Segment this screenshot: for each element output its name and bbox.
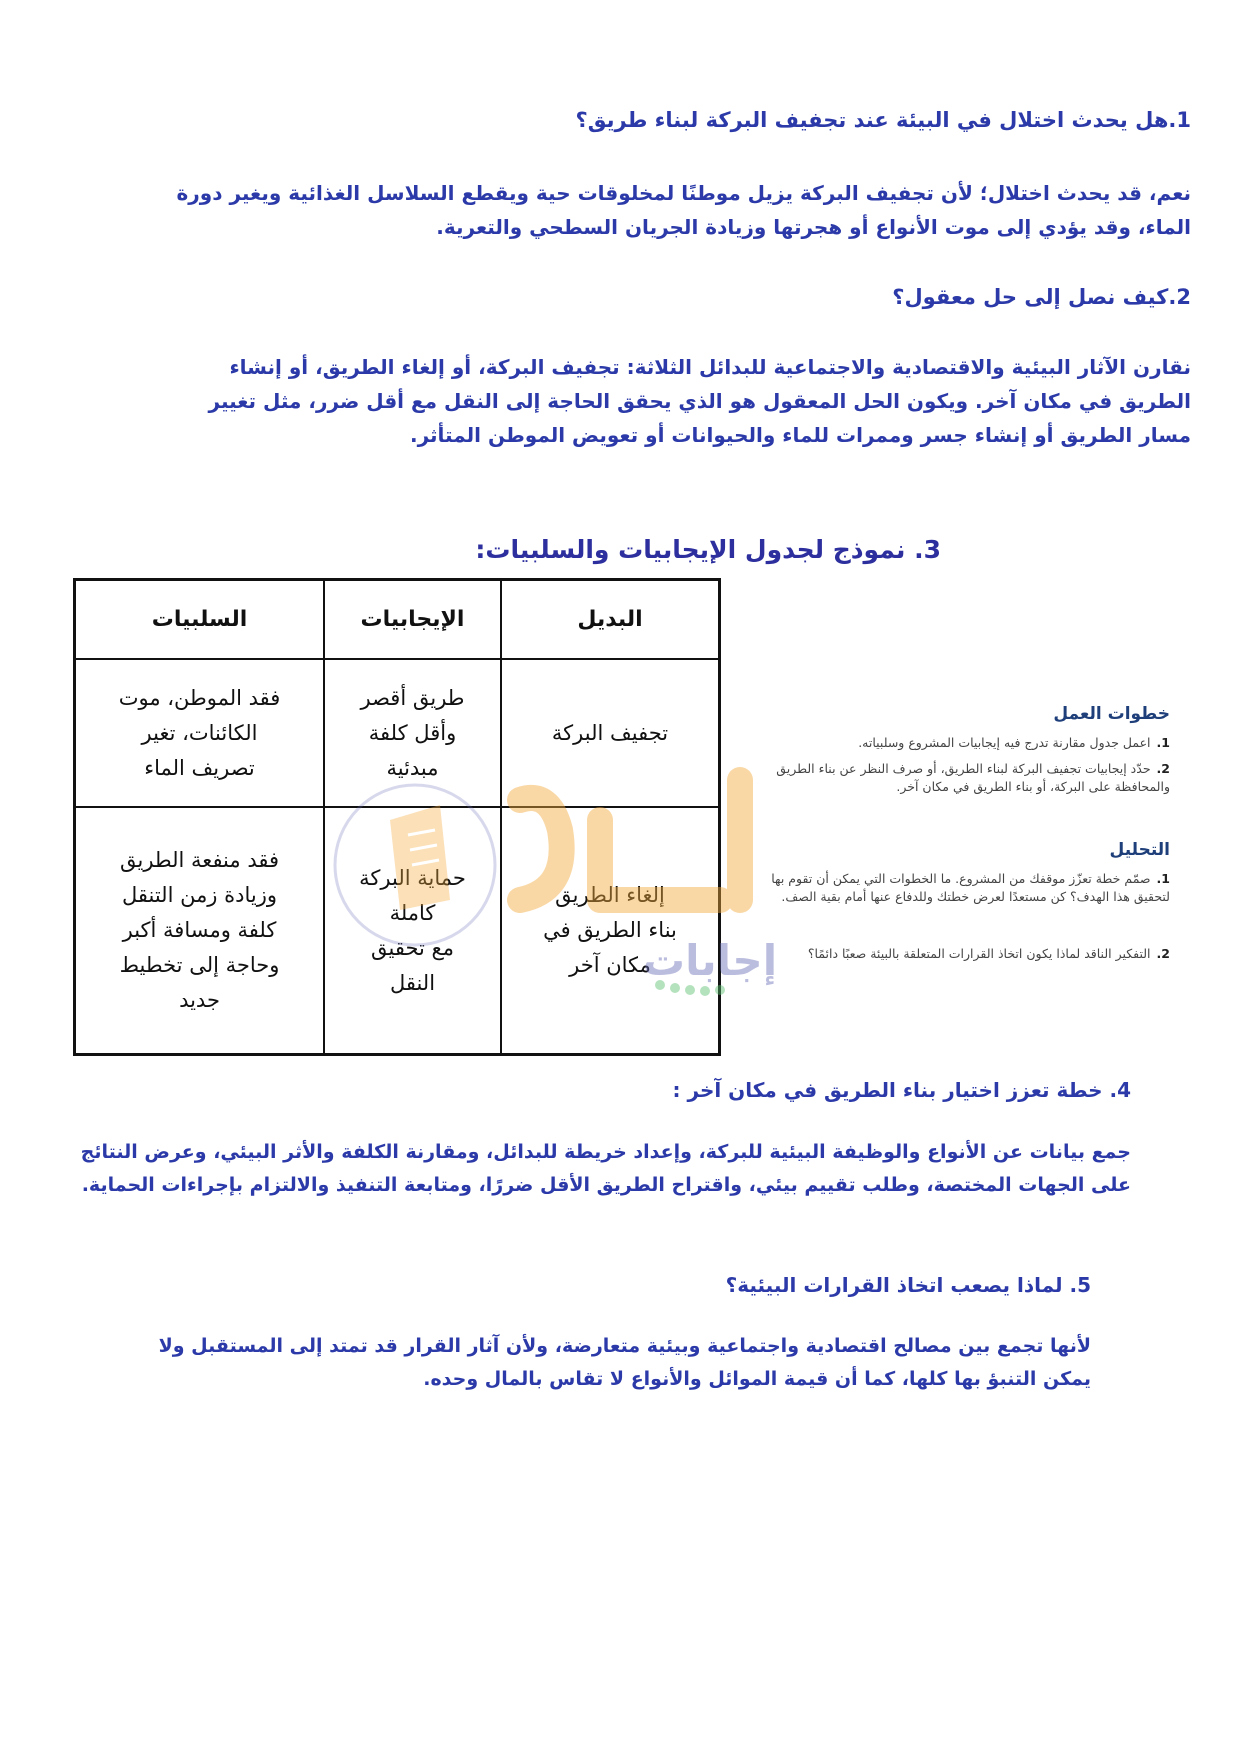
- excerpt-analysis-item: [750, 870, 1170, 906]
- analysis-number: 2.: [1156, 946, 1170, 961]
- answer-5: لأنها تجمع بين مصالح اقتصادية واجتماعية وبيئية متعارضة، ولأن آثار القرار قد تمتد إلى المستقبل ولا يمكن التنبؤ بها كلها، كما أن قيمة الموائل والأنواع لا تقاس بالمال وحده.: [158, 1335, 1091, 1390]
- question-1: 1.هل يحدث اختلال في البيئة عند تجفيف البركة لبناء طريق؟: [575, 108, 1191, 132]
- question-3-heading: 3. نموذج لجدول الإيجابيات والسلبيات:: [475, 535, 941, 564]
- table-row: [76, 660, 718, 808]
- header-alternative: البديل: [500, 581, 718, 658]
- excerpt-heading-analysis: التحليل: [1109, 840, 1170, 860]
- cell-pros: طريق أقصر وأقل كلفة مبدئية: [323, 660, 500, 806]
- textbook-excerpt: [735, 690, 1185, 1020]
- step-number: 1.: [1156, 735, 1170, 750]
- step-text: حدّد إيجابيات تجفيف البركة لبناء الطريق، أو صرف النظر عن بناء الطريق والمحافظة على البركة، أو بناء الطريق في مكان آخر.: [776, 761, 1170, 794]
- excerpt-analysis-item: [750, 945, 1170, 963]
- cell-cons: فقد الموطن، موت الكائنات، تغير تصريف الماء: [118, 685, 281, 780]
- excerpt-step: [750, 760, 1170, 796]
- analysis-text: التفكير الناقد لماذا يكون اتخاذ القرارات المتعلقة بالبيئة صعبًا دائمًا؟: [807, 946, 1151, 961]
- question-5: 5. لماذا يصعب اتخاذ القرارات البيئية؟: [725, 1273, 1091, 1297]
- header-cons: السلبيات: [151, 607, 248, 632]
- pros-cons-table: [73, 578, 721, 1056]
- cell-alternative: إلغاء الطريق بناء الطريق في مكان آخر: [500, 808, 718, 1053]
- step-text: اعمل جدول مقارنة تدرج فيه إيجابيات المشروع وسلبياته.: [858, 735, 1151, 750]
- analysis-text: صمّم خطة تعزّز موقفك من المشروع. ما الخطوات التي يمكن أن تقوم بها لتحقيق هذا الهدف؟ كن مستعدًا لعرض خطتك وللدفاع عنها أمام بقية الصف.: [771, 871, 1170, 904]
- answer-1: نعم، قد يحدث اختلال؛ لأن تجفيف البركة يزيل موطنًا لمخلوقات حية ويقطع السلاسل الغذائية ويغير دورة الماء، وقد يؤدي إلى موت الأنواع أو هجرتها وزيادة الجريان السطحي والتعرية.: [176, 181, 1191, 239]
- excerpt-heading-steps: خطوات العمل: [1053, 704, 1170, 724]
- answer-4: جمع بيانات عن الأنواع والوظيفة البيئية للبركة، وإعداد خريطة للبدائل، ومقارنة الكلفة والأثر البيئي، وعرض النتائج على الجهات المختصة، وطلب تقييم بيئي، واقتراح الطريق الأقل ضررًا، ومتابعة التنفيذ والالتزام بإجراءات الحماية.: [80, 1141, 1131, 1196]
- cell-pros: حماية البركة كاملة مع تحقيق النقل: [323, 808, 500, 1053]
- table-row: [76, 808, 718, 1053]
- svg-text:إجابات: إجابات: [642, 936, 778, 985]
- question-2: 2.كيف نصل إلى حل معقول؟: [892, 285, 1191, 309]
- answer-2: نقارن الآثار البيئية والاقتصادية والاجتماعية للبدائل الثلاثة: تجفيف البركة، أو إلغاء الطريق، أو إنشاء الطريق في مكان آخر. ويكون الحل المعقول هو الذي يحقق الحاجة إلى النقل مع أقل ضرر، مثل تغيير مسار الطريق أو إنشاء جسر وممرات للماء والحيوانات أو تعويض الموطن المتأثر.: [208, 355, 1191, 447]
- analysis-number: 1.: [1156, 871, 1170, 886]
- cell-alternative: تجفيف البركة: [500, 660, 718, 806]
- header-pros: الإيجابيات: [323, 581, 500, 658]
- excerpt-step: [750, 734, 1170, 752]
- table-header-row: [76, 581, 718, 660]
- question-4: 4. خطة تعزز اختيار بناء الطريق في مكان آخر :: [672, 1078, 1131, 1102]
- cell-cons: فقد منفعة الطريق وزيادة زمن التنقل كلفة ومسافة أكبر وحاجة إلى تخطيط جديد: [119, 848, 280, 1012]
- step-number: 2.: [1156, 761, 1170, 776]
